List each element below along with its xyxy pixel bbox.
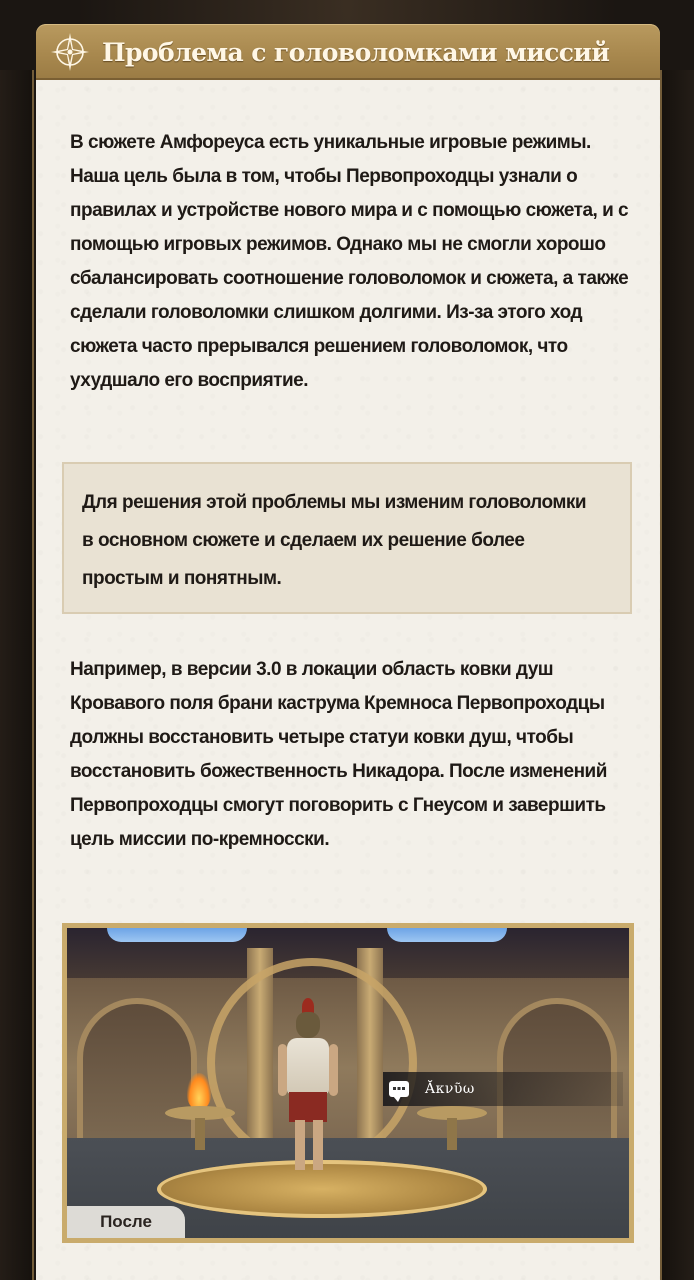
frame-left (0, 70, 34, 1280)
frame-right (660, 70, 694, 1280)
brazier-stand (447, 1118, 457, 1150)
torso (287, 1038, 329, 1094)
intro-paragraph: В сюжете Амфореуса есть уникальные игровые режимы. Наша цель была в том, чтобы Первопроходцы узнали о правилах и устройстве нового мира и с помощью сюжета, и с помощью игровых режимов. Однако мы не смогли хорошо сбалансировать соотношение головоломок и сюжета, а также сделали головоломки слишком долгими. Из-за этого ход сюжета часто прерывался решением головоломок, что ухудшало его восприятие. (70, 132, 629, 391)
scene-sky (107, 928, 247, 942)
section-header (36, 24, 660, 80)
after-label: После (67, 1206, 185, 1238)
frame-border-left (32, 70, 34, 1280)
solution-callout (62, 462, 632, 614)
arm (329, 1044, 338, 1096)
brazier-stand (195, 1118, 205, 1150)
arm (278, 1044, 287, 1096)
leg (295, 1120, 305, 1170)
example-paragraph: Например, в версии 3.0 в локации область ковки душ Кровавого поля брани каструма Кремноса Первопроходцы должны восстановить четыре статуи ковки душ, чтобы восстановить божественность Никадора. После изменений Первопроходцы смогут поговорить с Гнеусом и завершить цель миссии по-кремносски. (70, 659, 607, 850)
skirt (289, 1092, 327, 1122)
helmet (296, 1012, 320, 1038)
content-card (36, 80, 660, 1280)
scene-arch (77, 998, 197, 1148)
chat-bubble-icon (389, 1081, 409, 1097)
gnaeus-character (273, 1004, 343, 1174)
after-screenshot (62, 923, 634, 1243)
callout-text: Для решения этой проблемы мы изменим головоломки в основном сюжете и сделаем их решение более простым и понятным. (82, 492, 587, 589)
compass-star-icon (50, 32, 90, 72)
interaction-prompt-label: Ᾰκνῦω (425, 1081, 475, 1097)
interaction-prompt[interactable] (383, 1072, 623, 1106)
leg (313, 1120, 323, 1170)
brazier-fire (187, 1073, 211, 1109)
page-title: Проблема с головоломками миссий (102, 37, 610, 67)
frame-border-right (660, 70, 662, 1280)
scene-sky (387, 928, 507, 942)
game-scene (67, 928, 629, 1238)
